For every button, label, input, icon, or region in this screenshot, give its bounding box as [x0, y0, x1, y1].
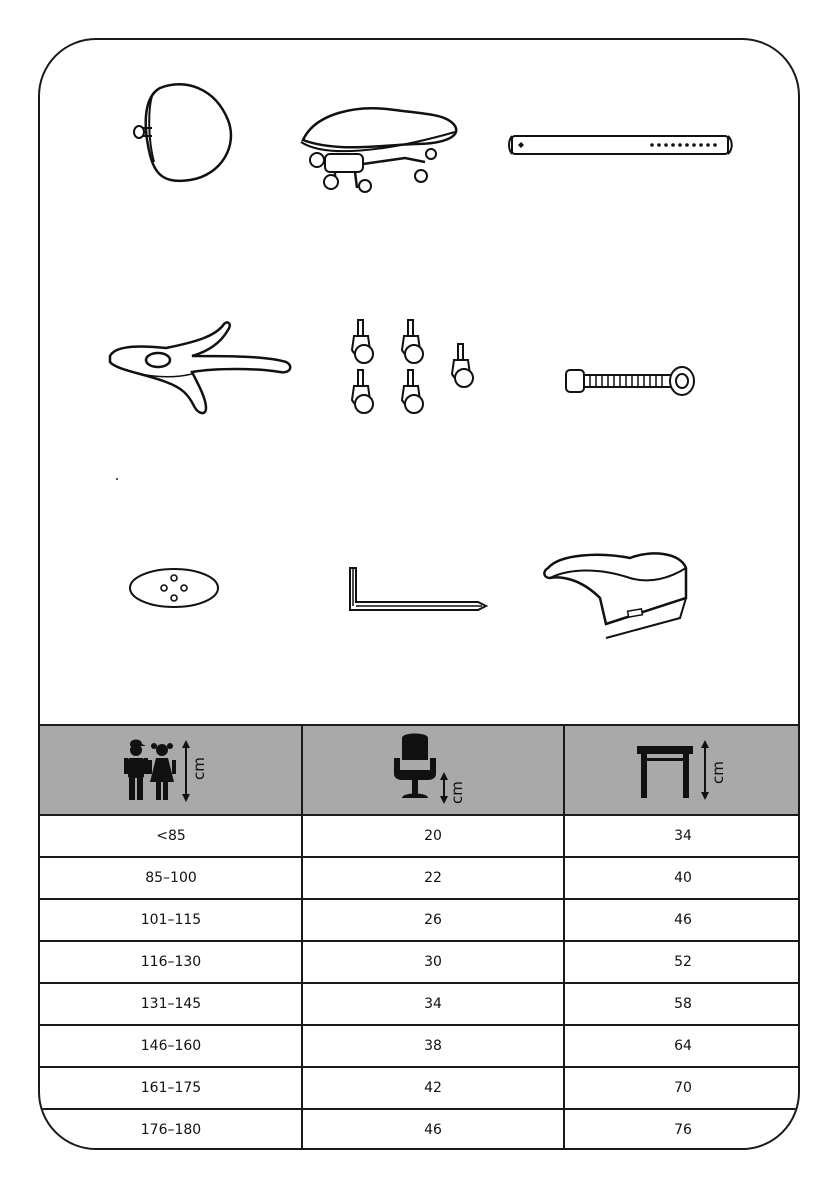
backrest-icon: [130, 80, 240, 190]
table-row: [40, 1110, 800, 1150]
desk-height-cell: 34: [674, 828, 692, 844]
allen-key-icon: [342, 564, 492, 614]
desk-height-cell: 70: [674, 1080, 692, 1096]
cm-label: cm: [448, 781, 466, 804]
bolt-icon: [562, 362, 702, 402]
parts-list: [40, 40, 800, 725]
instruction-page-frame: [38, 38, 800, 1150]
children-icon: [116, 730, 226, 810]
child-height-cell: 131–145: [140, 996, 202, 1012]
table-row: [40, 1026, 800, 1068]
child-height-cell: 146–160: [140, 1038, 202, 1054]
table-row: [40, 1068, 800, 1110]
plate-icon: [126, 566, 226, 612]
chair-icon: [388, 730, 478, 810]
chair-height-cell: 22: [424, 870, 442, 886]
small-mark: [116, 478, 118, 480]
back-bracket-icon: [540, 548, 700, 638]
table-row: [40, 816, 800, 858]
seat-icon: [295, 102, 465, 202]
header-child-height: [40, 726, 302, 814]
table-icon: [633, 730, 733, 810]
base-icon: [106, 318, 296, 418]
table-row: [40, 858, 800, 900]
header-chair-height: [302, 726, 564, 814]
desk-height-cell: 46: [674, 912, 692, 928]
chair-height-cell: 30: [424, 954, 442, 970]
chair-height-cell: 20: [424, 828, 442, 844]
desk-height-cell: 52: [674, 954, 692, 970]
desk-height-cell: 76: [674, 1122, 692, 1138]
table-body: [40, 816, 800, 1150]
cm-label: cm: [709, 761, 727, 784]
chair-height-cell: 38: [424, 1038, 442, 1054]
table-header: [40, 724, 800, 816]
cm-label: cm: [190, 757, 208, 780]
desk-height-cell: 64: [674, 1038, 692, 1054]
desk-height-cell: 58: [674, 996, 692, 1012]
child-height-cell: 101–115: [140, 912, 202, 928]
chair-height-cell: 42: [424, 1080, 442, 1096]
table-row: [40, 984, 800, 1026]
size-chart-table: [40, 724, 800, 1150]
child-height-cell: 85–100: [145, 870, 197, 886]
chair-height-cell: 26: [424, 912, 442, 928]
table-row: [40, 942, 800, 984]
child-height-cell: 161–175: [140, 1080, 202, 1096]
table-row: [40, 900, 800, 942]
header-desk-height: [564, 726, 800, 814]
chair-height-cell: 46: [424, 1122, 442, 1138]
desk-height-cell: 40: [674, 870, 692, 886]
child-height-cell: 116–130: [140, 954, 202, 970]
casters-icon: [340, 320, 500, 420]
chair-height-cell: 34: [424, 996, 442, 1012]
child-height-cell: 176–180: [140, 1122, 202, 1138]
gas-lift-tube-icon: [510, 132, 732, 162]
child-height-cell: <85: [156, 828, 186, 844]
